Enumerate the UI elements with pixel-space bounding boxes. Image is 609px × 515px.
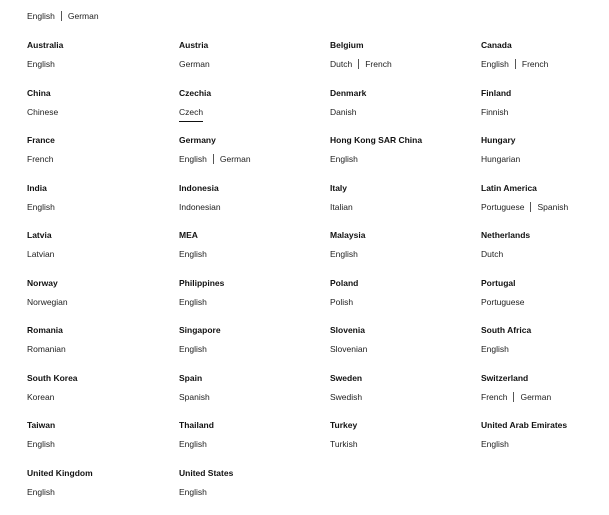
language-link[interactable]: English xyxy=(179,486,207,498)
language-row xyxy=(27,201,179,213)
country-name: Latvia xyxy=(27,230,179,241)
language-link[interactable]: English xyxy=(330,248,358,260)
country-name: United Kingdom xyxy=(27,468,179,479)
country-item xyxy=(179,40,330,88)
country-item xyxy=(27,40,179,88)
country-item xyxy=(27,325,179,373)
country-name: Netherlands xyxy=(481,230,601,241)
country-item xyxy=(179,468,330,515)
country-item xyxy=(330,40,481,88)
language-row xyxy=(27,58,179,70)
language-link[interactable]: Dutch xyxy=(330,58,352,70)
language-row xyxy=(27,391,179,403)
language-row xyxy=(481,106,601,118)
country-name: Thailand xyxy=(179,420,330,431)
country-item xyxy=(179,373,330,421)
language-row xyxy=(179,296,330,308)
language-separator xyxy=(515,59,516,69)
country-item xyxy=(27,88,179,136)
language-row xyxy=(481,201,601,213)
country-item xyxy=(481,135,601,183)
country-item xyxy=(330,183,481,231)
language-row xyxy=(179,248,330,260)
top-language-selector xyxy=(27,10,99,22)
country-name: Norway xyxy=(27,278,179,289)
country-item xyxy=(481,183,601,231)
language-link[interactable]: Portuguese xyxy=(481,201,524,213)
language-row xyxy=(27,486,179,498)
language-separator xyxy=(213,154,214,164)
country-item xyxy=(330,420,481,468)
language-link[interactable]: Spanish xyxy=(179,391,210,403)
country-item xyxy=(179,325,330,373)
language-row xyxy=(27,248,179,260)
country-name: MEA xyxy=(179,230,330,241)
language-link[interactable]: English xyxy=(179,248,207,260)
language-row xyxy=(179,58,330,70)
country-item xyxy=(27,373,179,421)
language-link[interactable]: French xyxy=(365,58,391,70)
language-row xyxy=(481,438,601,450)
language-link[interactable]: Norwegian xyxy=(27,296,68,308)
country-item xyxy=(179,135,330,183)
language-link[interactable]: Portuguese xyxy=(481,296,524,308)
language-row xyxy=(27,438,179,450)
language-link[interactable]: Hungarian xyxy=(481,153,520,165)
language-row xyxy=(330,106,481,118)
language-row xyxy=(330,438,481,450)
country-name: Sweden xyxy=(330,373,481,384)
language-link[interactable]: French xyxy=(522,58,548,70)
language-row xyxy=(27,296,179,308)
country-name: Canada xyxy=(481,40,601,51)
country-name: Turkey xyxy=(330,420,481,431)
country-item xyxy=(481,278,601,326)
language-link[interactable]: Slovenian xyxy=(330,343,367,355)
country-item xyxy=(330,373,481,421)
language-link[interactable]: English xyxy=(27,10,55,22)
language-link[interactable]: Danish xyxy=(330,106,356,118)
country-name: Poland xyxy=(330,278,481,289)
country-name: France xyxy=(27,135,179,146)
language-link[interactable]: English xyxy=(27,58,55,70)
language-row xyxy=(27,343,179,355)
language-row xyxy=(179,201,330,213)
country-name: Latin America xyxy=(481,183,601,194)
language-row xyxy=(179,391,330,403)
language-link[interactable]: Korean xyxy=(27,391,54,403)
country-name: South Africa xyxy=(481,325,601,336)
language-row xyxy=(179,486,330,498)
country-item xyxy=(179,420,330,468)
top-language-row xyxy=(27,10,99,22)
language-row xyxy=(330,343,481,355)
language-link[interactable]: Dutch xyxy=(481,248,503,260)
country-item xyxy=(481,420,601,468)
language-row xyxy=(27,153,179,165)
country-name: Belgium xyxy=(330,40,481,51)
language-link[interactable]: German xyxy=(68,10,99,22)
country-item xyxy=(27,135,179,183)
language-row xyxy=(330,153,481,165)
language-link[interactable]: Polish xyxy=(330,296,353,308)
language-link[interactable]: German xyxy=(220,153,251,165)
language-row xyxy=(481,391,601,403)
language-link[interactable]: English xyxy=(27,201,55,213)
country-item xyxy=(27,420,179,468)
language-link[interactable]: Swedish xyxy=(330,391,362,403)
language-link[interactable]: Indonesian xyxy=(179,201,221,213)
language-link[interactable]: French xyxy=(481,391,507,403)
language-row xyxy=(481,248,601,260)
language-link[interactable]: Spanish xyxy=(537,201,568,213)
language-link[interactable]: Finnish xyxy=(481,106,508,118)
country-item xyxy=(27,278,179,326)
country-item xyxy=(27,468,179,515)
country-item xyxy=(481,373,601,421)
country-item xyxy=(330,325,481,373)
country-item xyxy=(481,88,601,136)
language-row xyxy=(27,106,179,118)
country-name: Taiwan xyxy=(27,420,179,431)
country-item xyxy=(179,88,330,136)
country-item xyxy=(179,183,330,231)
language-link[interactable]: English xyxy=(179,153,207,165)
country-name: United States xyxy=(179,468,330,479)
language-separator xyxy=(513,392,514,402)
language-link[interactable]: Turkish xyxy=(330,438,358,450)
country-name: India xyxy=(27,183,179,194)
country-item xyxy=(330,278,481,326)
country-item xyxy=(179,278,330,326)
language-row xyxy=(330,201,481,213)
country-name: Austria xyxy=(179,40,330,51)
language-separator xyxy=(61,11,62,21)
language-link[interactable]: English xyxy=(179,296,207,308)
country-grid xyxy=(27,40,601,515)
country-name: Spain xyxy=(179,373,330,384)
language-link[interactable]: Italian xyxy=(330,201,353,213)
country-name: Malaysia xyxy=(330,230,481,241)
country-name: Italy xyxy=(330,183,481,194)
language-link[interactable]: German xyxy=(520,391,551,403)
country-item xyxy=(179,230,330,278)
country-item xyxy=(27,183,179,231)
language-link[interactable]: English xyxy=(179,438,207,450)
language-row xyxy=(179,343,330,355)
country-item xyxy=(27,230,179,278)
country-item xyxy=(330,88,481,136)
country-name: Germany xyxy=(179,135,330,146)
language-link[interactable]: German xyxy=(179,58,210,70)
country-item xyxy=(330,135,481,183)
language-row xyxy=(330,391,481,403)
language-row xyxy=(481,343,601,355)
language-link[interactable]: Latvian xyxy=(27,248,54,260)
country-name: Hungary xyxy=(481,135,601,146)
country-name: United Arab Emirates xyxy=(481,420,601,431)
country-name: Slovenia xyxy=(330,325,481,336)
language-link[interactable]: English xyxy=(179,343,207,355)
country-name: Hong Kong SAR China xyxy=(330,135,481,146)
language-link[interactable]: English xyxy=(481,58,509,70)
country-name: China xyxy=(27,88,179,99)
language-link[interactable]: English xyxy=(27,486,55,498)
language-row xyxy=(179,438,330,450)
language-link[interactable]: English xyxy=(481,343,509,355)
language-row xyxy=(481,58,601,70)
country-name: Czechia xyxy=(179,88,330,99)
language-separator xyxy=(530,202,531,212)
country-item xyxy=(481,230,601,278)
country-name: Romania xyxy=(27,325,179,336)
language-link[interactable]: Romanian xyxy=(27,343,66,355)
country-name: Denmark xyxy=(330,88,481,99)
language-separator xyxy=(358,59,359,69)
language-row xyxy=(330,58,481,70)
language-row xyxy=(179,153,330,165)
language-link[interactable]: French xyxy=(27,153,53,165)
country-item xyxy=(330,230,481,278)
language-row xyxy=(330,248,481,260)
language-row xyxy=(481,153,601,165)
language-link[interactable]: Czech xyxy=(179,106,203,122)
language-row xyxy=(481,296,601,308)
country-name: South Korea xyxy=(27,373,179,384)
country-item xyxy=(481,325,601,373)
language-link[interactable]: English xyxy=(330,153,358,165)
country-name: Indonesia xyxy=(179,183,330,194)
language-link[interactable]: Chinese xyxy=(27,106,58,118)
language-row xyxy=(330,296,481,308)
country-name: Portugal xyxy=(481,278,601,289)
country-name: Switzerland xyxy=(481,373,601,384)
language-row xyxy=(179,106,330,122)
country-name: Australia xyxy=(27,40,179,51)
country-name: Finland xyxy=(481,88,601,99)
language-link[interactable]: English xyxy=(27,438,55,450)
country-name: Singapore xyxy=(179,325,330,336)
country-item xyxy=(481,40,601,88)
language-link[interactable]: English xyxy=(481,438,509,450)
country-name: Philippines xyxy=(179,278,330,289)
